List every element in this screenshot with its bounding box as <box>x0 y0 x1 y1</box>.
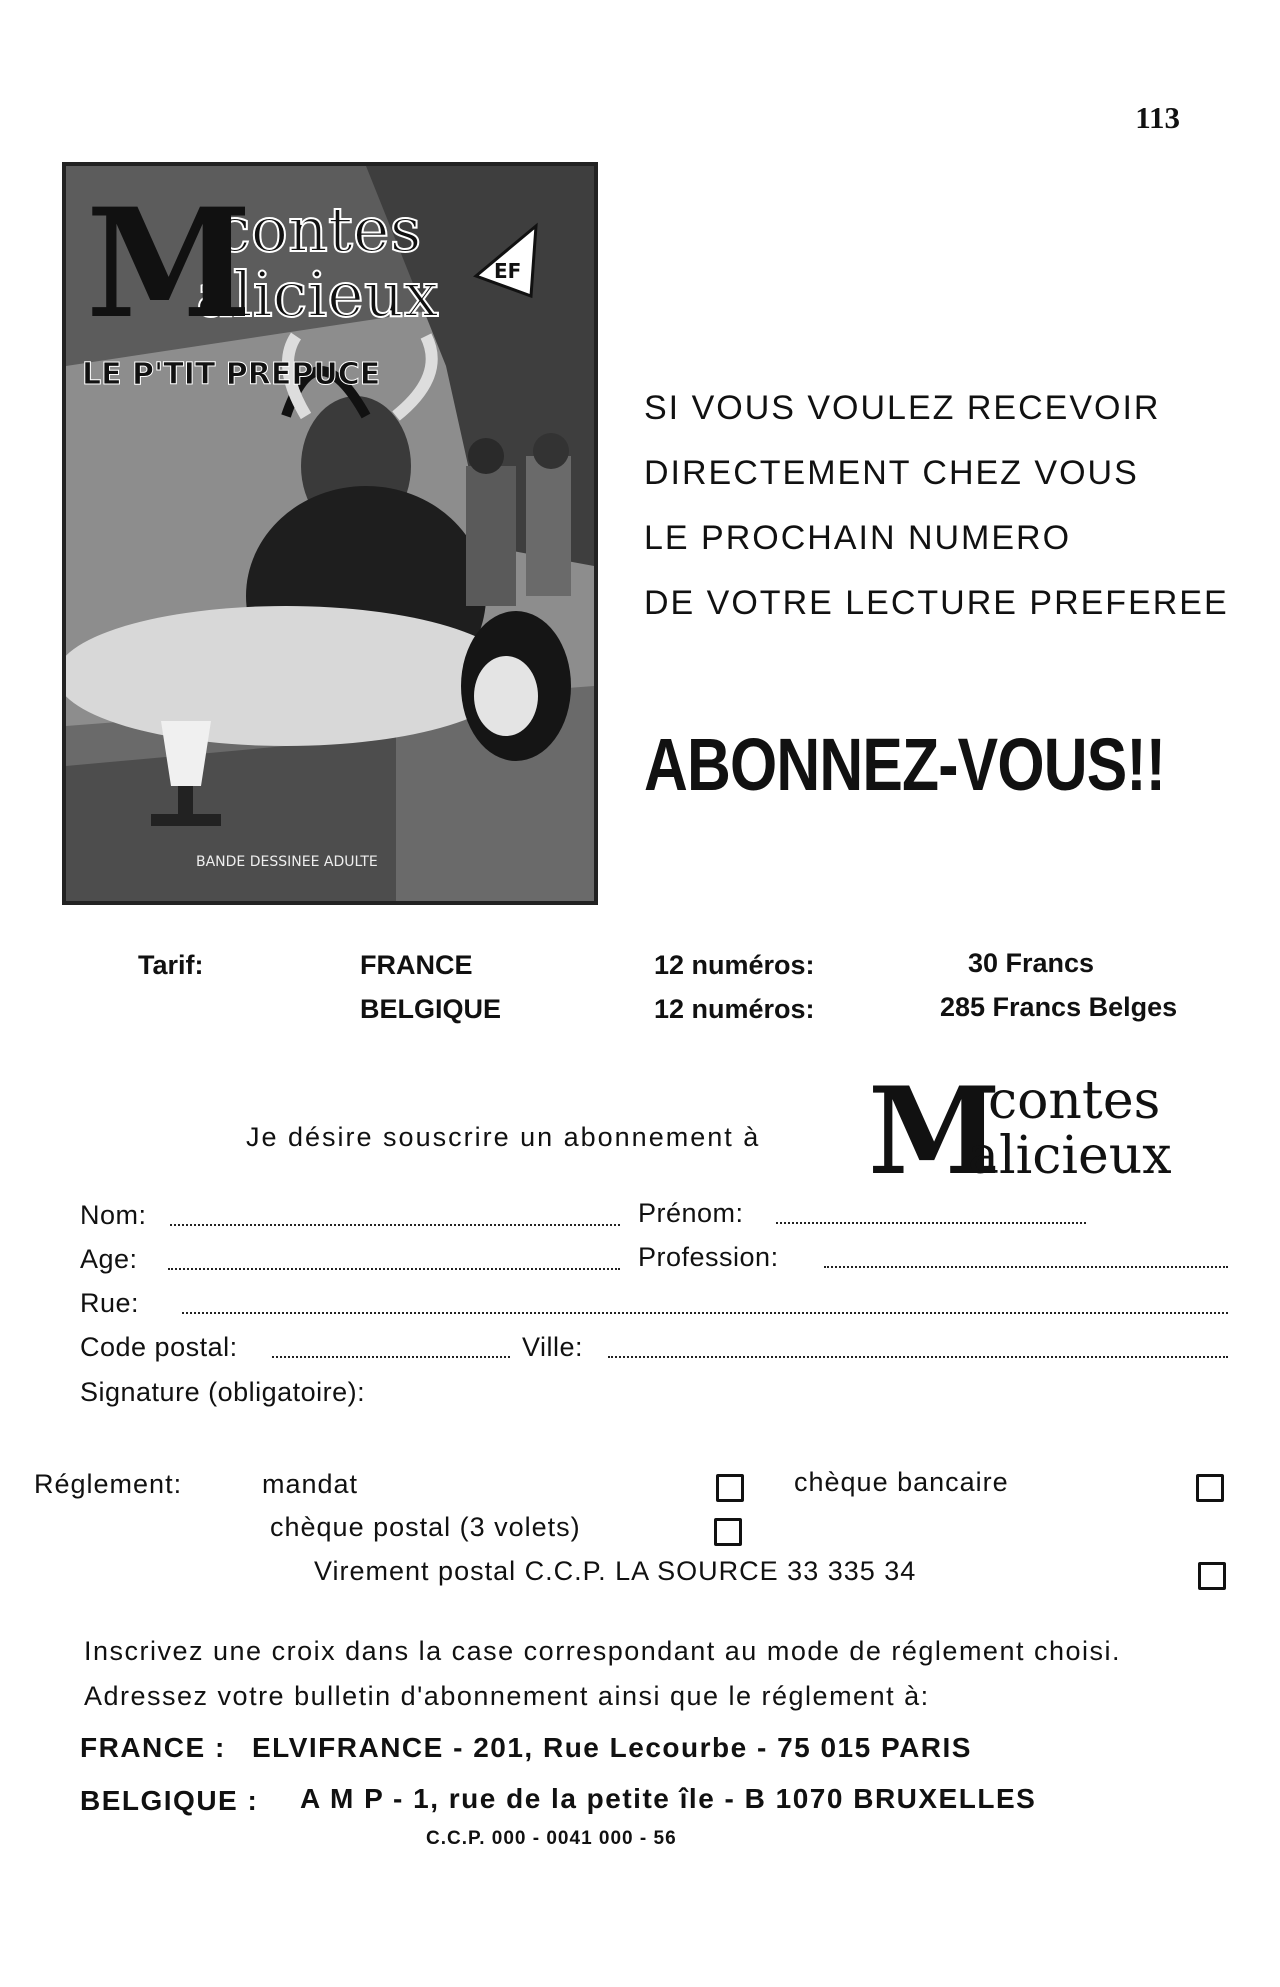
cover-subtitle: LE P'TIT PREPUCE <box>82 357 381 392</box>
magazine-logo <box>868 1068 1198 1180</box>
profession-input-line[interactable] <box>824 1266 1228 1268</box>
nom-label: Nom: <box>80 1200 147 1230</box>
cover-badge: EF <box>494 259 522 283</box>
payment-label: Réglement: <box>34 1469 183 1499</box>
age-label: Age: <box>80 1244 138 1274</box>
belgique-address: A M P - 1, rue de la petite île - B 1070 BRUXELLES <box>300 1783 1037 1814</box>
instruction-line: Inscrivez une croix dans la case correspondant au mode de réglement choisi. <box>84 1636 1121 1666</box>
code-postal-label: Code postal: <box>80 1332 238 1362</box>
rue-label: Rue: <box>80 1288 140 1318</box>
magazine-cover <box>62 162 598 905</box>
call-to-action-heading: ABONNEZ-VOUS!! <box>644 723 1166 806</box>
intro-line: DIRECTEMENT CHEZ VOUS <box>644 454 1139 492</box>
age-input-line[interactable] <box>168 1268 620 1270</box>
cover-title-initial: M <box>86 176 253 352</box>
tarif-country: BELGIQUE <box>360 994 502 1024</box>
nom-input-line[interactable] <box>170 1224 620 1226</box>
intro-line: LE PROCHAIN NUMERO <box>644 519 1072 557</box>
prenom-label: Prénom: <box>638 1198 744 1228</box>
france-address: ELVIFRANCE - 201, Rue Lecourbe - 75 015 PARIS <box>252 1732 972 1763</box>
cover-title-line1: contes <box>216 193 422 266</box>
cover-footer: BANDE DESSINEE ADULTE <box>196 854 378 870</box>
payment-cheque-postal-label: chèque postal (3 volets) <box>270 1512 581 1542</box>
tarif-country: FRANCE <box>360 950 473 980</box>
tarif-label: Tarif: <box>138 950 204 980</box>
tarif-price: 285 Francs Belges <box>940 992 1178 1022</box>
intro-line: SI VOUS VOULEZ RECEVOIR <box>644 389 1161 427</box>
payment-virement-label: Virement postal C.C.P. LA SOURCE 33 335 34 <box>314 1556 917 1586</box>
ville-label: Ville: <box>522 1332 584 1362</box>
tarif-issues: 12 numéros: <box>654 950 815 980</box>
rue-input-line[interactable] <box>182 1312 1228 1314</box>
cheque-bancaire-checkbox[interactable] <box>1196 1474 1224 1502</box>
instruction-line: Adressez votre bulletin d'abonnement ainsi que le réglement à: <box>84 1681 930 1711</box>
logo-line1: contes <box>988 1071 1161 1131</box>
cheque-postal-checkbox[interactable] <box>714 1518 742 1546</box>
virement-checkbox[interactable] <box>1198 1562 1226 1590</box>
mandat-checkbox[interactable] <box>716 1474 744 1502</box>
page-number: 113 <box>1135 100 1180 135</box>
prenom-input-line[interactable] <box>776 1222 1086 1224</box>
logo-line2: alicieux <box>968 1126 1172 1180</box>
ville-input-line[interactable] <box>608 1356 1228 1358</box>
intro-text <box>644 376 1229 636</box>
code-postal-input-line[interactable] <box>272 1356 510 1358</box>
payment-mandat-label: mandat <box>262 1469 359 1499</box>
tarif-issues: 12 numéros: <box>654 994 815 1024</box>
subscribe-text: Je désire souscrire un abonnement à <box>246 1122 761 1152</box>
payment-cheque-bancaire-label: chèque bancaire <box>794 1467 1009 1497</box>
tarif-price: 30 Francs <box>968 948 1095 978</box>
intro-line: DE VOTRE LECTURE PREFEREE <box>644 584 1229 622</box>
france-label: FRANCE : <box>80 1732 226 1763</box>
ccp-number: C.C.P. 000 - 0041 000 - 56 <box>426 1828 677 1849</box>
cover-title-line2: alicieux <box>196 258 439 331</box>
profession-label: Profession: <box>638 1242 779 1272</box>
cover-illustration <box>66 166 594 901</box>
svg-text:M: M <box>868 1068 1001 1180</box>
belgique-label: BELGIQUE : <box>80 1785 259 1816</box>
signature-label: Signature (obligatoire): <box>80 1377 366 1407</box>
